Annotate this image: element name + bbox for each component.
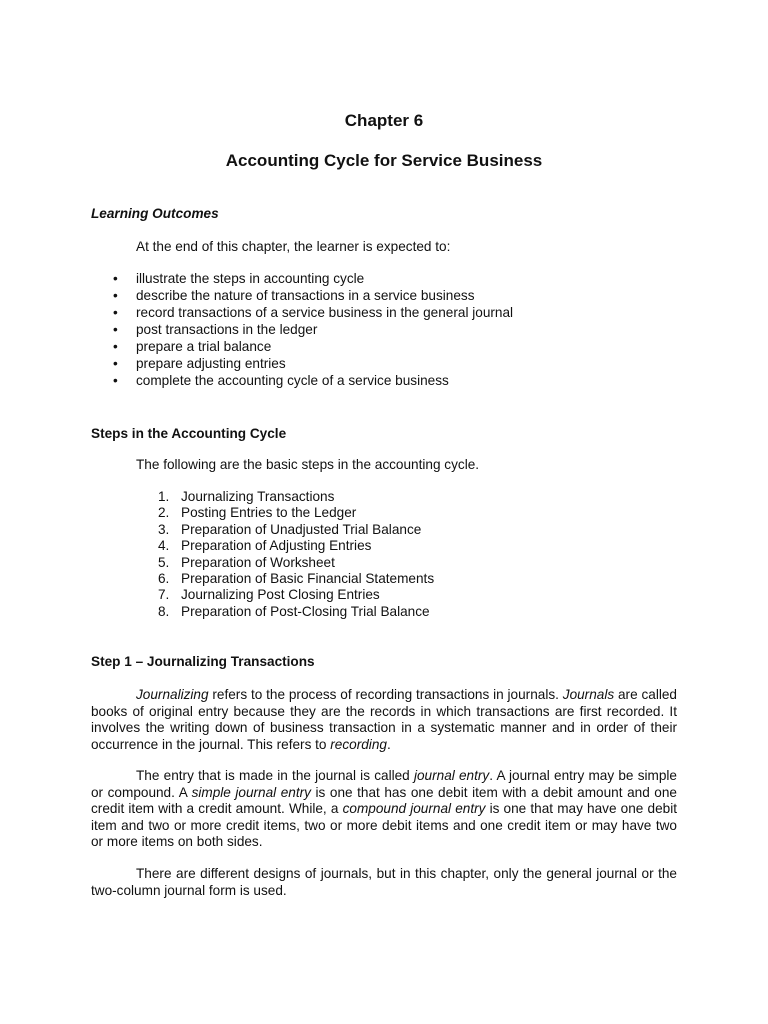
step-text: Preparation of Adjusting Entries [181,538,372,554]
learning-outcomes-list [113,271,513,390]
term-compound-journal-entry: compound journal entry [342,801,486,817]
step-number: 4. [158,538,170,554]
step-number: 8. [158,603,170,619]
paragraph-text: . A journal entry may be simple or compound. A [91,768,677,800]
paragraph-text: is one that has one debit item with a debit amount and one credit item with a credit amount. While, a [91,784,677,817]
term-journalizing: Journalizing [136,687,209,702]
list-item [158,505,434,521]
list-item: • post transactions in the ledger [113,322,513,339]
step1-paragraph-3 [91,866,677,899]
learning-outcomes-heading: Learning Outcomes [91,206,219,221]
paragraph-text: . [386,736,391,752]
learning-outcomes-intro: At the end of this chapter, the learner is expected to: [136,239,451,254]
list-item: • describe the nature of transactions in a service business [113,288,513,305]
term-simple-journal-entry: simple journal entry [191,784,311,800]
paragraph-text: refers to the process of recording transactions in journals. [208,687,563,702]
term-journals: Journals [562,687,615,702]
paragraph-text: is one that may have one debit item and two or more credit items, two or more debit items and one credit item or may have two or more items on both sides. [91,801,677,850]
steps-heading: Steps in the Accounting Cycle [91,426,287,441]
step-number: 6. [158,570,170,586]
step-text: Preparation of Unadjusted Trial Balance [181,521,422,537]
step-text: Journalizing Transactions [181,489,335,504]
list-item [158,555,434,571]
step-text: Preparation of Worksheet [181,554,335,570]
list-item: • prepare adjusting entries [113,356,513,373]
paragraph-text: The entry that is made in the journal is called [136,768,414,783]
step1-paragraph-2 [91,768,677,851]
list-item [158,522,434,538]
step-number: 5. [158,554,170,570]
paragraph-text: There are different designs of journals, but in this chapter, only the general journal or the two-column journal form is used. [91,866,677,898]
step1-heading: Step 1 – Journalizing Transactions [91,654,315,669]
step-number: 1. [158,489,170,504]
step-number: 2. [158,505,170,521]
list-item [158,604,434,620]
step-text: Journalizing Post Closing Entries [181,587,380,603]
step-text: Posting Entries to the Ledger [181,505,357,521]
step1-paragraph-1 [91,687,677,753]
list-item: • complete the accounting cycle of a service business [113,373,513,390]
list-item [158,587,434,603]
list-item [158,538,434,554]
list-item [158,571,434,587]
step-text: Preparation of Basic Financial Statements [181,570,435,586]
chapter-title: Accounting Cycle for Service Business [225,151,543,170]
step-number: 7. [158,587,170,603]
list-item: • record transactions of a service business in the general journal [113,305,513,322]
step-text: Preparation of Post-Closing Trial Balance [181,603,430,619]
step-number: 3. [158,521,170,537]
term-journal-entry: journal entry [413,768,490,783]
chapter-number: Chapter 6 [344,111,424,130]
steps-list [158,489,434,620]
list-item: • illustrate the steps in accounting cycle [113,271,513,288]
list-item: • prepare a trial balance [113,339,513,356]
list-item [158,489,434,505]
paragraph-text: are called books of original entry because they are the records in which transactions are first recorded. It involves the writing down of business transaction in a systematic manner and in order of their occurrence in the journal. This refers to [91,687,677,752]
term-recording: recording [330,736,387,752]
steps-intro: The following are the basic steps in the accounting cycle. [136,457,480,472]
